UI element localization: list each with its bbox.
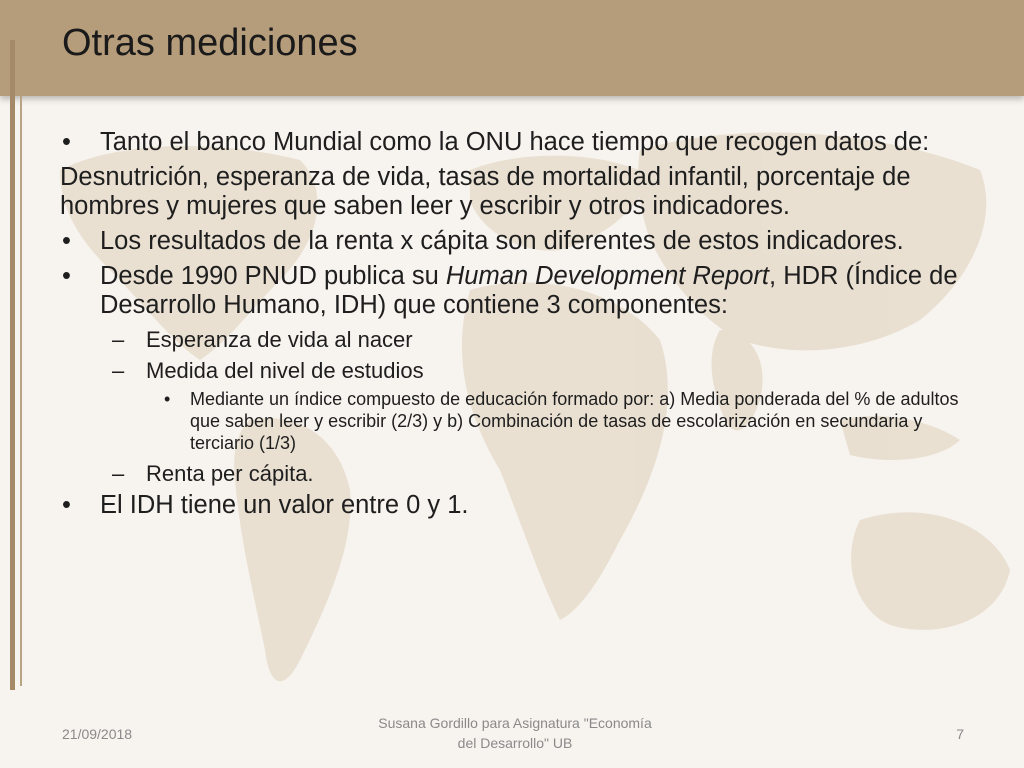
dash-icon: – [112,358,125,383]
bullet-item [60,128,960,157]
bullet-icon: • [62,491,71,519]
page-number: 7 [956,726,964,742]
sub-sub-bullet-item [60,388,960,454]
slide-content [60,128,960,526]
bullet-icon: • [164,389,171,409]
dash-icon: – [112,461,125,486]
bullet-item [60,227,960,256]
slide-title: Otras mediciones [62,22,358,64]
bullet-item [60,491,960,520]
bullet-text-post: , HDR (Índice de Desarrollo Humano, IDH) que contiene 3 componentes: [100,262,958,319]
sub-bullet-text: Renta per cápita. [146,461,314,486]
bullet-item [60,262,960,320]
sub-bullet-text: Medida del nivel de estudios [146,358,424,383]
report-name-italic: Human Development Report [445,262,770,290]
title-bar [0,0,1024,96]
bullet-icon: • [62,227,71,255]
bullet-text: Los resultados de la renta x cápita son diferentes de estos indicadores. [100,227,904,255]
footer-author-line: Susana Gordillo para Asignatura "Economía [378,715,652,731]
footer-author [340,713,690,753]
dash-icon: – [112,327,125,352]
sub-bullet-item [60,357,960,384]
footer-author-line: del Desarrollo" UB [457,735,573,751]
sub-bullet-text: Esperanza de vida al nacer [146,327,413,352]
bullet-icon: • [62,128,71,156]
paragraph: Desnutrición, esperanza de vida, tasas de mortalidad infantil, porcentaje de hombres y mujeres que saben leer y escribir y otros indicadores. [60,163,911,220]
bullet-text: Tanto el banco Mundial como la ONU hace tiempo que recogen datos de: [100,128,930,156]
australia-shape [851,512,1010,630]
sub-bullet-item [60,460,960,487]
footer-date: 21/09/2018 [62,726,133,742]
bullet-icon: • [62,262,71,290]
left-decorative-rule [10,40,15,690]
left-decorative-rule-inner [20,96,22,686]
bullet-text: El IDH tiene un valor entre 0 y 1. [100,491,469,519]
sub-bullet-item [60,326,960,353]
sub-sub-bullet-text: Mediante un índice compuesto de educación formado por: a) Media ponderada del % de adultos que saben leer y escribir (2/3) y b) Combinación de tasas de escolarización en secundaria y terciario (1/3) [190,389,959,453]
bullet-text-pre: Desde 1990 PNUD publica su [100,262,446,290]
